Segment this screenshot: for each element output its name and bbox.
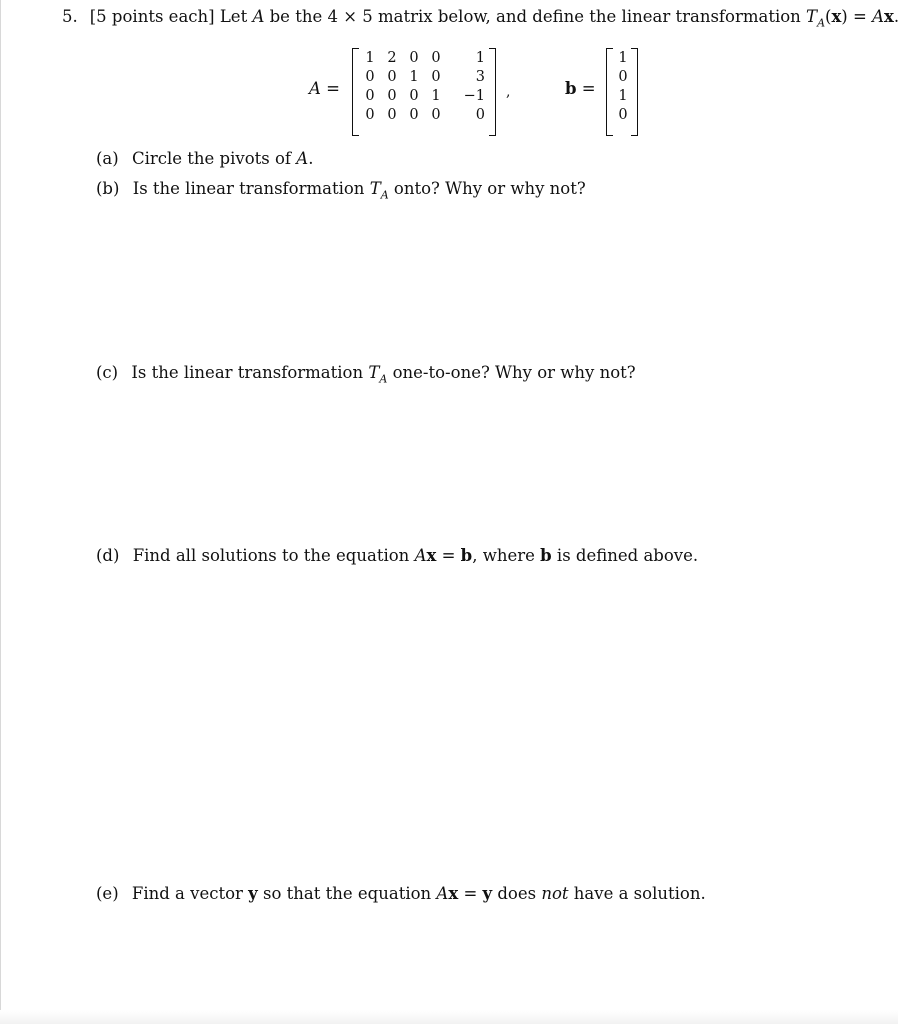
part-c-question: one-to-one? Why or why not? xyxy=(392,363,636,382)
matrix-a-entry: 0 xyxy=(387,88,397,104)
matrix-a-entry: 0 xyxy=(365,88,375,104)
matrix-a-entry: 3 xyxy=(475,69,485,85)
part-d-matrix-symbol: A xyxy=(414,546,427,565)
part-d-text-2: , where xyxy=(472,546,535,565)
matrix-a-entry: 0 xyxy=(431,107,441,123)
equals-text: ) = xyxy=(841,7,867,26)
intro-text-2: be the 4 × 5 matrix below, and define the linear transformation xyxy=(269,7,801,26)
vector-b-entry: 0 xyxy=(618,107,628,123)
problem-statement xyxy=(62,6,899,34)
part-a-period: . xyxy=(308,149,314,168)
vector-x-rhs: x xyxy=(883,7,894,26)
part-e-text: Find a vector xyxy=(131,884,243,903)
part-c-label: (c) xyxy=(96,363,119,382)
part-d-label: (d) xyxy=(96,546,120,565)
matrix-a-row xyxy=(359,68,493,87)
matrix-a-entry: −1 xyxy=(463,88,485,104)
matrix-a-entry: 1 xyxy=(431,88,441,104)
matrix-a-row xyxy=(359,49,493,68)
part-c-transformation-subscript: A xyxy=(379,372,388,386)
part-a-text: Circle the pivots of xyxy=(131,149,292,168)
transformation-symbol: T xyxy=(806,7,818,26)
part-b-transformation-symbol: T xyxy=(369,179,381,198)
part-e-vector-y: y xyxy=(248,884,258,903)
part-d-vector-b: b xyxy=(460,546,473,565)
part-e xyxy=(96,883,706,905)
matrix-a-entry: 0 xyxy=(387,69,397,85)
separator-comma: , xyxy=(506,84,511,100)
part-e-matrix-symbol: A xyxy=(436,884,449,903)
part-b-label: (b) xyxy=(96,179,120,198)
part-e-emphasis-not: not xyxy=(541,884,569,903)
vector-b-lhs xyxy=(565,78,596,100)
part-d-text: Find all solutions to the equation xyxy=(132,546,410,565)
part-d xyxy=(96,545,698,567)
part-a-label: (a) xyxy=(96,149,119,168)
matrix-display xyxy=(0,46,898,136)
vector-b-symbol: b xyxy=(565,79,577,98)
matrix-symbol-rhs: A xyxy=(872,7,884,26)
matrix-a-entry: 0 xyxy=(431,69,441,85)
matrix-a-entry: 0 xyxy=(365,107,375,123)
part-d-text-3: is defined above. xyxy=(556,546,699,565)
vector-b-entry: 0 xyxy=(618,69,628,85)
matrix-a-entry: 1 xyxy=(365,50,375,66)
matrix-symbol: A xyxy=(252,7,265,26)
part-e-text-2: so that the equation xyxy=(263,884,432,903)
matrix-a-entry: 0 xyxy=(431,50,441,66)
page-bottom-shadow xyxy=(0,1010,898,1024)
problem-number: 5. xyxy=(62,7,78,26)
matrix-a-entry: 0 xyxy=(409,107,419,123)
vector-x: x xyxy=(831,7,842,26)
vector-b-entry: 1 xyxy=(618,50,628,66)
period: . xyxy=(893,7,899,26)
page-edge xyxy=(0,0,1,1024)
part-d-vector-x: x xyxy=(426,546,437,565)
part-c xyxy=(96,362,636,390)
matrix-a-row xyxy=(359,87,493,106)
part-a-matrix-symbol: A xyxy=(296,149,309,168)
part-b-question: onto? Why or why not? xyxy=(393,179,586,198)
matrix-a-right-bracket xyxy=(489,48,496,136)
matrix-a-entry: 0 xyxy=(387,107,397,123)
part-c-transformation-symbol: T xyxy=(368,363,380,382)
part-c-text: Is the linear transformation xyxy=(131,363,364,382)
matrix-a-entry: 1 xyxy=(475,50,485,66)
intro-text: Let xyxy=(219,7,248,26)
part-b-transformation-subscript: A xyxy=(380,188,389,202)
part-e-text-3: does xyxy=(497,884,537,903)
part-b-text: Is the linear transformation xyxy=(132,179,365,198)
matrix-a xyxy=(359,49,493,125)
vector-b-right-bracket xyxy=(631,48,638,136)
part-d-vector-b-2: b xyxy=(540,546,552,565)
part-e-vector-x: x xyxy=(448,884,459,903)
matrix-a-entry: 0 xyxy=(365,69,375,85)
matrix-a-row xyxy=(359,106,493,125)
vector-b-entry: 1 xyxy=(618,88,628,104)
part-e-vector-y-2: y xyxy=(482,884,493,903)
matrix-a-entry: 0 xyxy=(409,88,419,104)
part-d-equals: = xyxy=(441,546,456,565)
transformation-subscript: A xyxy=(817,16,826,30)
matrix-a-lhs: A = xyxy=(309,79,340,98)
part-a xyxy=(96,148,313,170)
paren-open: ( xyxy=(825,7,832,26)
part-b xyxy=(96,178,586,206)
points-label: [5 points each] xyxy=(89,7,215,26)
part-e-label: (e) xyxy=(96,884,119,903)
matrix-a-entry: 0 xyxy=(475,107,485,123)
matrix-a-left-bracket xyxy=(352,48,359,136)
matrix-a-entry: 0 xyxy=(409,50,419,66)
matrix-a-entry: 1 xyxy=(409,69,419,85)
vector-b-equals: = xyxy=(576,79,596,98)
part-e-text-4: have a solution. xyxy=(573,884,706,903)
part-e-equals: = xyxy=(463,884,478,903)
matrix-a-entry: 2 xyxy=(387,50,397,66)
